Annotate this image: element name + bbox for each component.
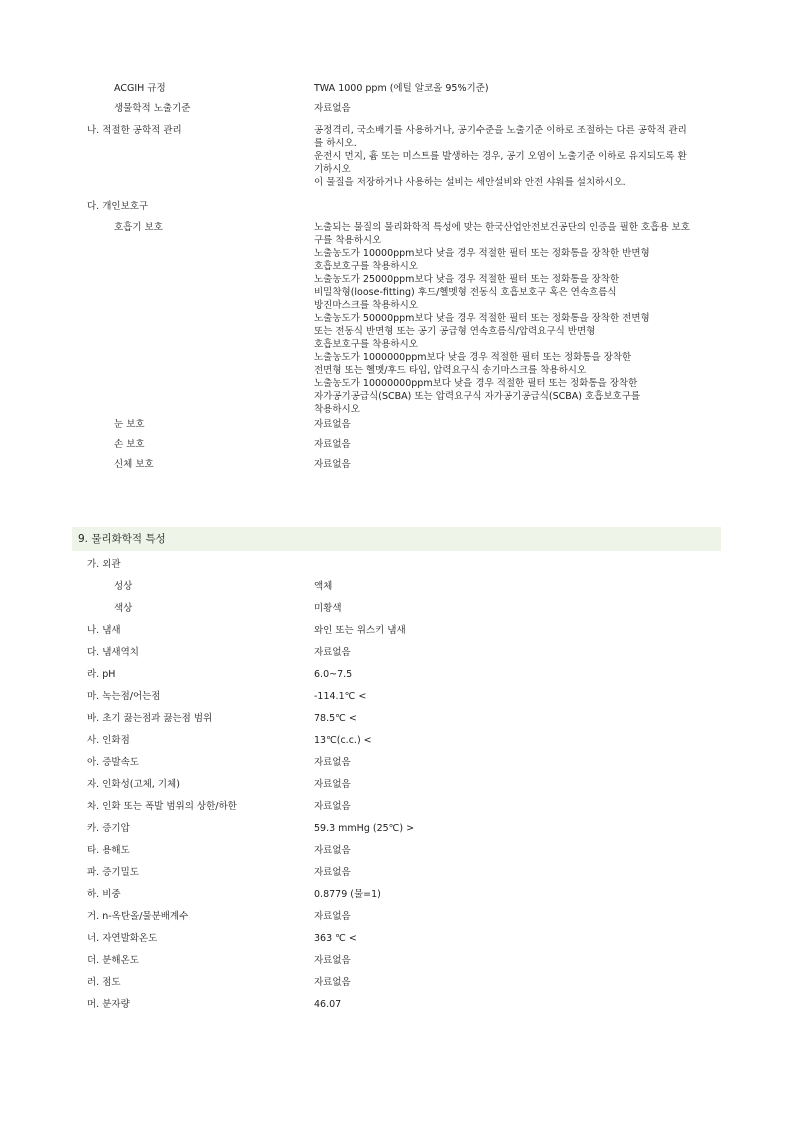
property-value: 363 ℃ < xyxy=(314,933,357,944)
property-value: 6.0~7.5 xyxy=(314,669,353,680)
property-value: 자료없음 xyxy=(314,801,351,812)
section-9-title: 9. 물리화학적 특성 xyxy=(78,533,166,545)
text-line: 전면형 또는 헬멧/후드 타입, 압력요구식 송기마스크를 착용하시오 xyxy=(314,365,587,376)
text-line: 비밀착형(loose-fitting) 후드/헬멧형 전동식 호흡보호구 혹은 연속흐름식 xyxy=(314,287,617,298)
acgih-label: ACGIH 규정 xyxy=(114,83,166,94)
text-line: 호흡보호구를 착용하시오 xyxy=(314,261,418,272)
text-line: 이 물질을 저장하거나 사용하는 설비는 세안설비와 안전 샤워를 설치하시오. xyxy=(314,177,626,188)
property-value: 13℃(c.c.) < xyxy=(314,735,372,746)
property-label: 거. n-옥탄올/물분배계수 xyxy=(87,911,189,922)
text-line: 호흡보호구를 착용하시오 xyxy=(314,339,418,350)
property-value: 자료없음 xyxy=(314,845,351,856)
property-label: 타. 용해도 xyxy=(87,845,130,856)
engineering-control-label: 나. 적절한 공학적 관리 xyxy=(87,125,182,136)
property-label: 하. 비중 xyxy=(87,889,121,900)
text-line: 착용하시오 xyxy=(314,404,360,415)
eye-protection-value: 자료없음 xyxy=(314,419,351,430)
property-label: 더. 분해온도 xyxy=(87,955,139,966)
property-label: 라. pH xyxy=(87,669,116,680)
text-line: 또는 전동식 반면형 또는 공기 공급형 연속흐름식/압력요구식 반면형 xyxy=(314,326,596,337)
property-value: 와인 또는 위스키 냄새 xyxy=(314,625,406,636)
property-value: 자료없음 xyxy=(314,911,351,922)
property-value: 자료없음 xyxy=(314,977,351,988)
text-line: 자가공기공급식(SCBA) 또는 압력요구식 자가공기공급식(SCBA) 호흡보호구를 xyxy=(314,391,641,402)
text-line: 노출되는 물질의 물리화학적 특성에 맞는 한국산업안전보건공단의 인증을 필한 호흡용 보호 xyxy=(314,222,690,233)
state-value: 액체 xyxy=(314,581,333,592)
property-label: 머. 분자량 xyxy=(87,999,130,1010)
body-protection-label: 신체 보호 xyxy=(114,459,154,470)
property-label: 나. 냄새 xyxy=(87,625,121,636)
property-label: 바. 초기 끓는점과 끓는점 범위 xyxy=(87,713,213,724)
property-value: 78.5℃ < xyxy=(314,713,357,724)
body-protection-value: 자료없음 xyxy=(314,459,351,470)
property-label: 마. 녹는점/어는점 xyxy=(87,691,161,702)
property-label: 러. 점도 xyxy=(87,977,121,988)
property-label: 파. 증기밀도 xyxy=(87,867,139,878)
text-line: 기하시오 xyxy=(314,164,351,175)
property-value: 자료없음 xyxy=(314,779,351,790)
appearance-label: 가. 외관 xyxy=(87,559,121,570)
state-label: 성상 xyxy=(114,581,133,592)
respiratory-label: 호흡기 보호 xyxy=(114,222,163,233)
property-value: 자료없음 xyxy=(314,867,351,878)
respiratory-text xyxy=(314,221,720,416)
text-line: 운전시 먼지, 흄 또는 미스트를 발생하는 경우, 공기 오염이 노출기준 이하로 유지되도록 환 xyxy=(314,151,687,162)
ppe-label: 다. 개인보호구 xyxy=(87,201,149,212)
property-value: 자료없음 xyxy=(314,757,351,768)
hand-protection-value: 자료없음 xyxy=(314,439,351,450)
acgih-value: TWA 1000 ppm (에틸 알코올 95%기준) xyxy=(314,83,489,94)
text-line: 를 하시오. xyxy=(314,138,357,149)
property-value: 자료없음 xyxy=(314,955,351,966)
section-9-band xyxy=(72,527,721,551)
property-value: 자료없음 xyxy=(314,647,351,658)
property-label: 너. 자연발화온도 xyxy=(87,933,158,944)
text-line: 방진마스크를 착용하시오 xyxy=(314,300,418,311)
text-line: 노출농도가 50000ppm보다 낮을 경우 적절한 필터 또는 정화통을 장착한 전면형 xyxy=(314,313,650,324)
color-value: 미황색 xyxy=(314,603,342,614)
text-line: 노출농도가 1000000ppm보다 낮을 경우 적절한 필터 또는 정화통을 장착한 xyxy=(314,352,632,363)
bio-exposure-value: 자료없음 xyxy=(314,103,351,114)
property-label: 다. 냄새역치 xyxy=(87,647,139,658)
property-label: 자. 인화성(고체, 기체) xyxy=(87,779,180,790)
color-label: 색상 xyxy=(114,603,133,614)
eye-protection-label: 눈 보호 xyxy=(114,419,145,430)
bio-exposure-label: 생물학적 노출기준 xyxy=(114,103,191,114)
text-line: 노출농도가 25000ppm보다 낮을 경우 적절한 필터 또는 정화통을 장착한 xyxy=(314,274,620,285)
text-line: 구를 착용하시오 xyxy=(314,235,382,246)
text-line: 공정격리, 국소배기를 사용하거나, 공기수준을 노출기준 이하로 조절하는 다른 공학적 관리 xyxy=(314,125,687,136)
hand-protection-label: 손 보호 xyxy=(114,439,145,450)
property-value: 0.8779 (물=1) xyxy=(314,889,381,900)
property-label: 아. 증발속도 xyxy=(87,757,139,768)
text-line: 노출농도가 10000000ppm보다 낮을 경우 적절한 필터 또는 정화통을 장착한 xyxy=(314,378,638,389)
property-value: -114.1℃ < xyxy=(314,691,367,702)
property-label: 차. 인화 또는 폭발 범위의 상한/하한 xyxy=(87,801,237,812)
engineering-control-text xyxy=(314,124,720,189)
property-value: 59.3 mmHg (25℃) > xyxy=(314,823,415,834)
property-label: 사. 인화점 xyxy=(87,735,130,746)
property-label: 카. 증기압 xyxy=(87,823,130,834)
property-value: 46.07 xyxy=(314,999,342,1010)
text-line: 노출농도가 10000ppm보다 낮을 경우 적절한 필터 또는 정화통을 장착한 반면형 xyxy=(314,248,650,259)
